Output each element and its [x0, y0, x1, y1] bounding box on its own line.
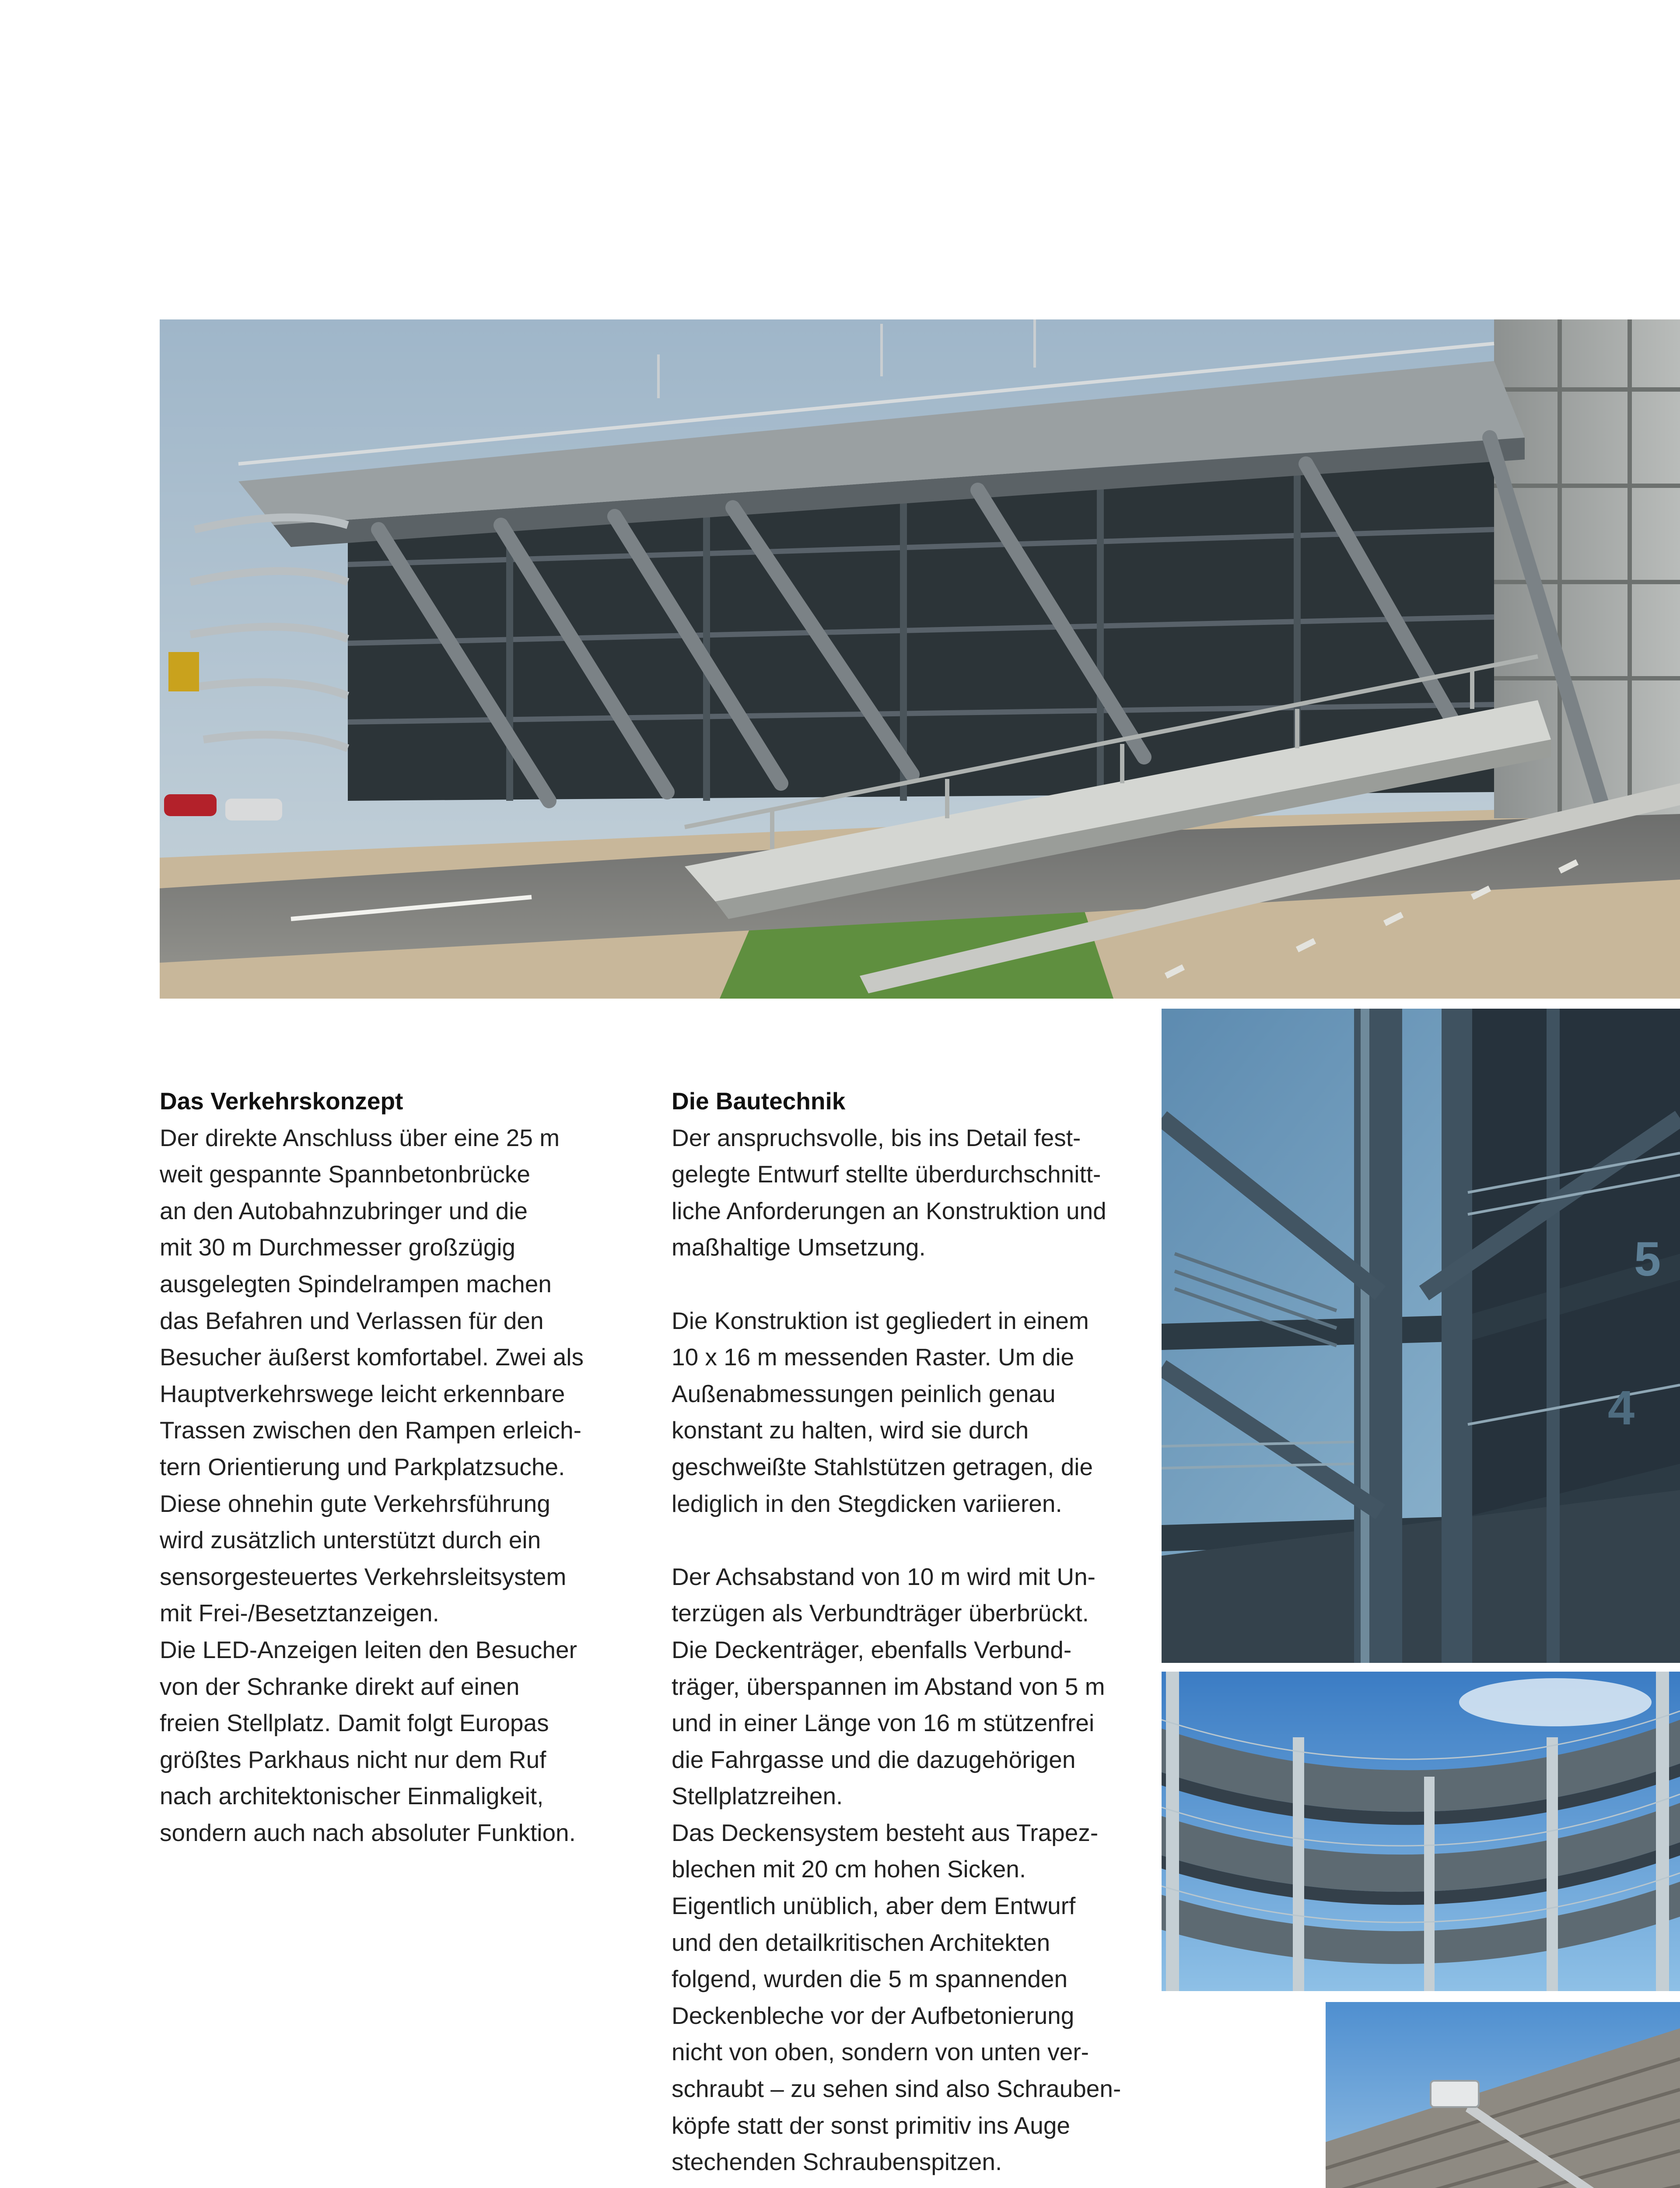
body-line: konstant zu halten, wird sie durch — [672, 1417, 1029, 1444]
body-line: schraubt – zu sehen sind also Schrauben- — [672, 2075, 1121, 2103]
body-line: Der anspruchsvolle, bis ins Detail fest- — [672, 1124, 1081, 1151]
body-line: freien Stellplatz. Damit folgt Europas — [160, 1709, 549, 1737]
body-line: Stellplatzreihen. — [672, 1782, 843, 1810]
body-line: blechen mit 20 cm hohen Sicken. — [672, 1855, 1026, 1883]
body-line: von der Schranke direkt auf einen — [160, 1673, 520, 1700]
body-line: Besucher äußerst komfortabel. Zwei als — [160, 1343, 584, 1371]
spiral-ramp-photo — [1162, 1672, 1680, 1991]
body-line: mit Frei-/Besetztanzeigen. — [160, 1599, 439, 1627]
body-line: Der Achsabstand von 10 m wird mit Un- — [672, 1563, 1096, 1590]
body-line: Eigentlich unüblich, aber dem Entwurf — [672, 1892, 1076, 1920]
body-line: Trassen zwischen den Rampen erleich- — [160, 1417, 581, 1444]
body-line: Der direkte Anschluss über eine 25 m — [160, 1124, 560, 1151]
paragraph-gap — [672, 1266, 1153, 1303]
body-line: liche Anforderungen an Konstruktion und — [672, 1197, 1106, 1224]
body-line: an den Autobahnzubringer und die — [160, 1197, 528, 1224]
steel-frame-photo — [1162, 1009, 1680, 1663]
body-line: Außenabmessungen peinlich genau — [672, 1380, 1056, 1407]
body-line: gelegte Entwurf stellte überdurchschnitt- — [672, 1161, 1101, 1188]
section-heading-verkehrskonzept: Das Verkehrskonzept — [160, 1087, 403, 1115]
body-line: und den detailkritischen Architekten — [672, 1929, 1050, 1956]
body-line: Diese ohnehin gute Verkehrsführung — [160, 1490, 550, 1517]
body-line: folgend, wurden die 5 m spannenden — [672, 1965, 1068, 1993]
body-line: und in einer Länge von 16 m stützenfrei — [672, 1709, 1095, 1737]
body-line: wird zusätzlich unterstützt durch ein — [160, 1526, 541, 1554]
body-line: nach architektonischer Einmaligkeit, — [160, 1782, 544, 1810]
body-line: Die LED-Anzeigen leiten den Besucher — [160, 1636, 577, 1663]
body-line: maßhaltige Umsetzung. — [672, 1234, 926, 1261]
text-column-verkehrskonzept — [160, 1083, 641, 1851]
body-line: ausgelegten Spindelrampen machen — [160, 1270, 552, 1297]
body-line: Das Deckensystem besteht aus Trapez- — [672, 1819, 1099, 1846]
body-line: tern Orientierung und Parkplatzsuche. — [160, 1453, 565, 1480]
level-number-5: 5 — [1634, 1232, 1661, 1286]
body-line: köpfe statt der sonst primitiv ins Auge — [672, 2111, 1070, 2139]
level-number-4: 4 — [1608, 1381, 1635, 1435]
body-line: mit 30 m Durchmesser großzügig — [160, 1234, 516, 1261]
hero-photo — [160, 319, 1680, 999]
body-line: weit gespannte Spannbetonbrücke — [160, 1161, 531, 1188]
body-line: terzügen als Verbundträger überbrückt. — [672, 1599, 1089, 1627]
body-line: träger, überspannen im Abstand von 5 m — [672, 1673, 1105, 1700]
body-line: nicht von oben, sondern von unten ver- — [672, 2038, 1089, 2066]
body-line: 10 x 16 m messenden Raster. Um die — [672, 1343, 1074, 1371]
body-line: stechenden Schraubenspitzen. — [672, 2148, 1002, 2176]
section-heading-bautechnik: Die Bautechnik — [672, 1087, 846, 1115]
body-line: die Fahrgasse und die dazugehörigen — [672, 1746, 1076, 1773]
body-line: sensorgesteuertes Verkehrsleitsystem — [160, 1563, 567, 1590]
body-line: das Befahren und Verlassen für den — [160, 1307, 544, 1334]
body-line: Die Konstruktion ist gegliedert in einem — [672, 1307, 1089, 1334]
paragraph-gap — [672, 1522, 1153, 1559]
ceiling-detail-photo — [1326, 2002, 1680, 2188]
body-line: lediglich in den Stegdicken variieren. — [672, 1490, 1062, 1517]
body-line: Deckenbleche vor der Aufbetonierung — [672, 2002, 1074, 2029]
body-line: sondern auch nach absoluter Funktion. — [160, 1819, 576, 1846]
body-line: Die Deckenträger, ebenfalls Verbund- — [672, 1636, 1072, 1663]
text-column-bautechnik — [672, 1083, 1153, 2181]
body-line: geschweißte Stahlstützen getragen, die — [672, 1453, 1093, 1480]
body-line: Hauptverkehrswege leicht erkennbare — [160, 1380, 565, 1407]
body-line: größtes Parkhaus nicht nur dem Ruf — [160, 1746, 546, 1773]
